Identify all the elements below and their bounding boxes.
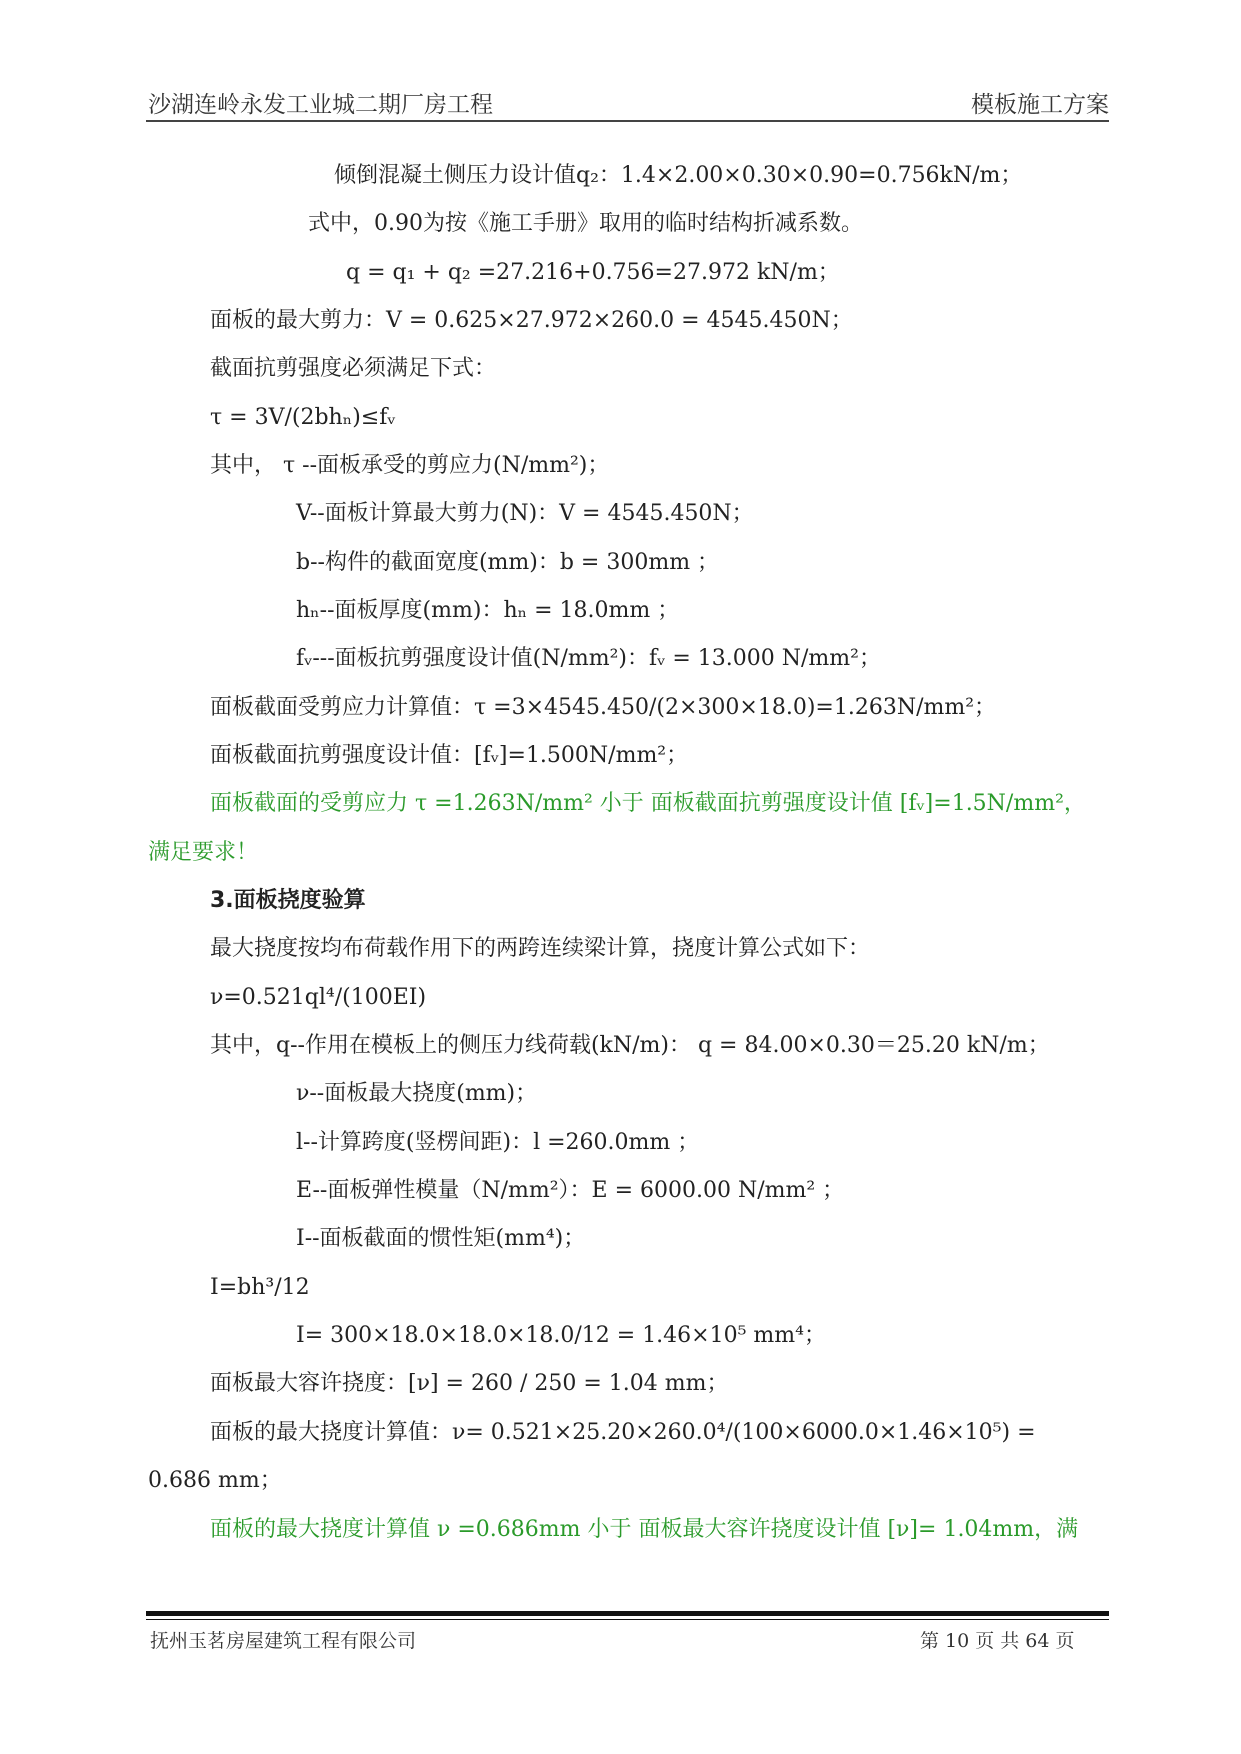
text-line: 面板截面抗剪强度设计值：[fᵥ]=1.500N/mm²； [210, 743, 689, 768]
page-suffix: 页 [1055, 1630, 1075, 1652]
page-mid: 页 共 [975, 1630, 1020, 1652]
text-line: 其中，q--作用在模板上的侧压力线荷载(kN/m)： q = 84.00×0.30＝25.20 kN/m； [210, 1033, 1050, 1058]
footer-company: 抚州玉茗房屋建筑工程有限公司 [150, 1630, 417, 1652]
text-line: l--计算跨度(竖楞间距)：l =260.0mm ； [296, 1130, 700, 1155]
text-line: 面板的最大剪力：V = 0.625×27.972×260.0 = 4545.450N； [210, 308, 853, 333]
formula-line: τ = 3V/(2bhₙ)≤fᵥ [210, 405, 396, 430]
page-total: 64 [1025, 1630, 1050, 1652]
footer-divider-thick [146, 1611, 1109, 1616]
text-line: I--面板截面的惯性矩(mm⁴)； [296, 1226, 586, 1251]
text-line: ν--面板最大挠度(mm)； [296, 1081, 538, 1106]
conclusion-line: 满足要求！ [148, 840, 259, 865]
header-divider [146, 120, 1109, 122]
section-heading: 3.面板挠度验算 [210, 888, 366, 913]
text-line: 最大挠度按均布荷载作用下的两跨连续梁计算，挠度计算公式如下： [210, 936, 871, 961]
page-current: 10 [945, 1630, 970, 1652]
text-line: b--构件的截面宽度(mm)：b = 300mm ； [296, 550, 720, 575]
footer-page-number [920, 1626, 1080, 1653]
text-line: 面板的最大挠度计算值：ν= 0.521×25.20×260.0⁴/(100×6000.0×1.46×10⁵) = [210, 1420, 1036, 1445]
text-line: 倾倒混凝土侧压力设计值q₂：1.4×2.00×0.30×0.90=0.756kN/m； [334, 163, 1023, 188]
footer-divider-thin [146, 1619, 1109, 1620]
text-line: 截面抗剪强度必须满足下式： [210, 356, 497, 381]
text-line: fᵥ---面板抗剪强度设计值(N/mm²)：fᵥ = 13.000 N/mm²； [296, 646, 881, 671]
formula-line: I=bh³/12 [210, 1275, 310, 1300]
header-doc-title: 模板施工方案 [971, 92, 1109, 118]
conclusion-line: 面板的最大挠度计算值 ν =0.686mm 小于 面板最大容许挠度设计值 [ν]= 1.04mm，满 [210, 1517, 1079, 1542]
text-line: 其中， τ --面板承受的剪应力(N/mm²)； [210, 453, 610, 478]
header-project-title: 沙湖连岭永发工业城二期厂房工程 [148, 92, 493, 118]
text-line: q = q₁ + q₂ =27.216+0.756=27.972 kN/m； [346, 260, 840, 285]
text-line: I= 300×18.0×18.0×18.0/12 = 1.46×10⁵ mm⁴； [296, 1323, 826, 1348]
conclusion-line: 面板截面的受剪应力 τ =1.263N/mm² 小于 面板截面抗剪强度设计值 [fᵥ]=1.5N/mm²， [210, 791, 1086, 816]
text-line: 面板最大容许挠度：[ν] = 260 / 250 = 1.04 mm； [210, 1371, 729, 1396]
text-line: hₙ--面板厚度(mm)：hₙ = 18.0mm ； [296, 598, 680, 623]
text-line: V--面板计算最大剪力(N)：V = 4545.450N； [296, 501, 754, 526]
formula-line: ν=0.521ql⁴/(100EI) [210, 985, 427, 1010]
page-prefix: 第 [920, 1630, 940, 1652]
text-line: 面板截面受剪应力计算值：τ =3×4545.450/(2×300×18.0)=1.263N/mm²； [210, 695, 997, 720]
text-line: E--面板弹性模量（N/mm²）：E = 6000.00 N/mm² ； [296, 1178, 845, 1203]
text-line: 0.686 mm； [148, 1468, 282, 1493]
text-line: 式中，0.90为按《施工手册》取用的临时结构折减系数。 [308, 211, 863, 236]
